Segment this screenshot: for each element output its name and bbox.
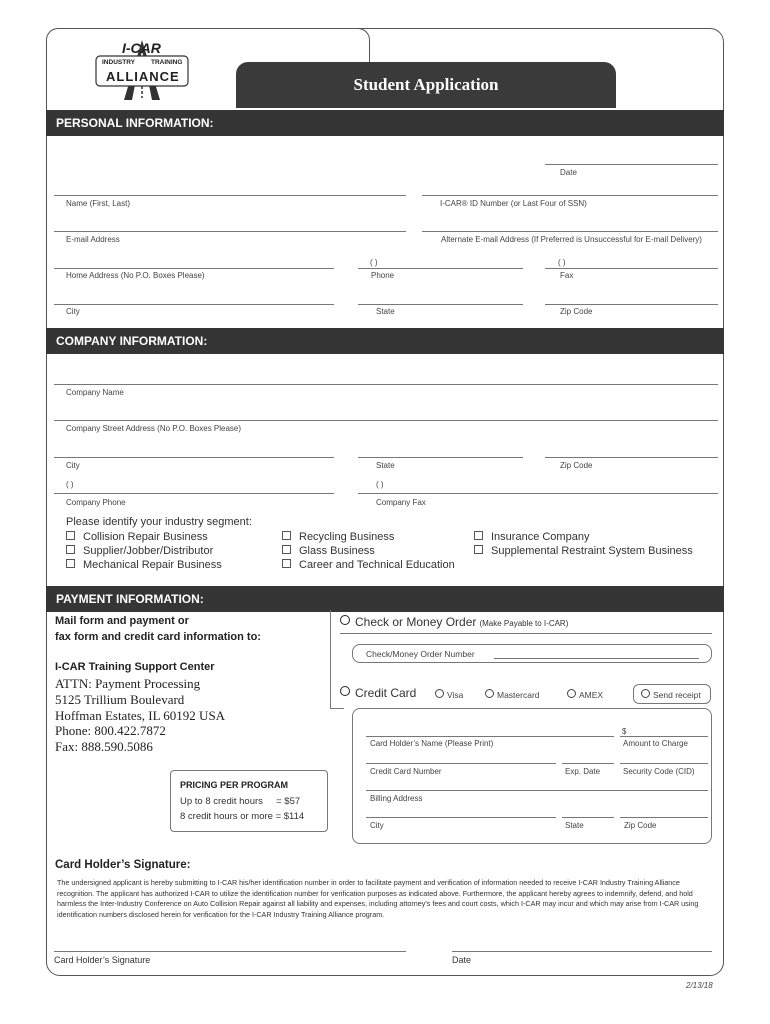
mastercard-option[interactable] xyxy=(485,689,540,700)
company-name-field[interactable] xyxy=(54,384,718,385)
date-field[interactable] xyxy=(545,164,718,165)
city-field[interactable] xyxy=(54,304,334,305)
alt-email-field[interactable] xyxy=(422,231,718,232)
visa-label: Visa xyxy=(447,690,464,700)
segment-label: Career and Technical Education xyxy=(299,559,455,571)
personal-section-header xyxy=(46,110,724,136)
credit-label: Credit Card xyxy=(355,686,417,700)
signature-label: Card Holder’s Signature xyxy=(54,955,151,965)
company-state-label: State xyxy=(376,461,395,470)
icar-id-field[interactable] xyxy=(422,195,718,196)
signature-field[interactable] xyxy=(54,951,406,952)
page-title: Student Application xyxy=(353,75,499,94)
date-label: Date xyxy=(560,168,577,177)
checkbox[interactable] xyxy=(66,559,75,568)
center-citystate: Hoffman Estates, IL 60192 USA xyxy=(55,708,226,723)
credit-option[interactable] xyxy=(340,686,416,700)
name-field[interactable] xyxy=(54,195,406,196)
check-number-label: Check/Money Order Number xyxy=(366,649,475,659)
company-phone-field[interactable] xyxy=(54,493,334,494)
amex-option[interactable] xyxy=(567,689,603,700)
pricing-title: PRICING PER PROGRAM xyxy=(180,780,289,790)
version-date: 2/13/18 xyxy=(686,981,713,990)
signature-header: Card Holder’s Signature: xyxy=(55,859,191,871)
mail-line-1: Mail form and payment or xyxy=(55,615,189,627)
icar-id-label: I-CAR® ID Number (or Last Four of SSN) xyxy=(440,199,587,208)
segment-mechanical[interactable] xyxy=(66,559,222,571)
segment-label: Supplemental Restraint System Business xyxy=(491,545,693,557)
billing-city-label: City xyxy=(370,821,384,830)
email-label: E-mail Address xyxy=(66,235,120,244)
company-state-field[interactable] xyxy=(358,457,523,458)
pricing-tier-2: 8 credit hours or more = $114 xyxy=(180,811,305,822)
segment-label: Glass Business xyxy=(299,545,375,557)
check-note: (Make Payable to I-CAR) xyxy=(479,619,569,628)
checkbox[interactable] xyxy=(66,531,75,540)
company-phone-label: Company Phone xyxy=(66,498,126,507)
billing-field[interactable] xyxy=(366,790,708,791)
check-divider xyxy=(340,633,712,634)
segment-prompt: Please identify your industry segment: xyxy=(66,516,252,528)
fax-area-code: ( ) xyxy=(558,258,566,267)
logo-alliance: ALLIANCE xyxy=(106,69,180,84)
payment-divider xyxy=(330,610,331,708)
phone-label: Phone xyxy=(371,271,395,280)
checkbox[interactable] xyxy=(66,545,75,554)
phone-field[interactable] xyxy=(358,268,523,269)
payment-section-header xyxy=(46,586,724,612)
company-fax-field[interactable] xyxy=(358,493,718,494)
payment-divider-foot xyxy=(330,708,344,709)
checkbox[interactable] xyxy=(474,545,483,554)
company-city-label: City xyxy=(66,461,80,470)
check-option[interactable] xyxy=(340,615,568,629)
check-radio[interactable] xyxy=(340,615,350,625)
center-street: 5125 Trillium Boulevard xyxy=(55,692,185,707)
segment-collision[interactable] xyxy=(66,531,208,543)
logo-industry: INDUSTRY xyxy=(102,59,135,66)
logo-brand: I-CAR xyxy=(122,40,161,56)
state-field[interactable] xyxy=(358,304,523,305)
amount-field[interactable] xyxy=(620,736,708,737)
email-field[interactable] xyxy=(54,231,406,232)
checkbox[interactable] xyxy=(282,531,291,540)
mastercard-radio[interactable] xyxy=(485,689,494,698)
card-number-field[interactable] xyxy=(366,763,556,764)
segment-label: Collision Repair Business xyxy=(83,531,208,543)
home-address-label: Home Address (No P.O. Boxes Please) xyxy=(66,271,205,280)
billing-state-field[interactable] xyxy=(562,817,614,818)
zip-label: Zip Code xyxy=(560,307,593,316)
check-label: Check or Money Order xyxy=(355,615,477,629)
visa-option[interactable] xyxy=(435,689,463,700)
credit-card-details-box xyxy=(352,708,712,844)
exp-field[interactable] xyxy=(562,763,614,764)
company-fax-label: Company Fax xyxy=(376,498,426,507)
segment-glass[interactable] xyxy=(282,545,375,557)
logo-training: TRAINING xyxy=(151,59,183,66)
segment-label: Supplier/Jobber/Distributor xyxy=(83,545,214,557)
company-zip-label: Zip Code xyxy=(560,461,593,470)
segment-supplier[interactable] xyxy=(66,545,213,557)
security-label: Security Code (CID) xyxy=(623,767,695,776)
checkbox[interactable] xyxy=(474,531,483,540)
fax-field[interactable] xyxy=(545,268,718,269)
company-city-field[interactable] xyxy=(54,457,334,458)
amount-label: Amount to Charge xyxy=(623,739,688,748)
state-label: State xyxy=(376,307,395,316)
alt-email-label: Alternate E-mail Address (If Preferred is Unsuccessful for E-mail Delivery) xyxy=(441,235,702,244)
amex-label: AMEX xyxy=(579,690,604,700)
segment-recycling[interactable] xyxy=(282,531,394,543)
company-phone-area-code: ( ) xyxy=(66,480,74,489)
holder-name-label: Card Holder’s Name (Please Print) xyxy=(370,739,494,748)
personal-header-label: PERSONAL INFORMATION: xyxy=(56,116,214,130)
legal-text: The undersigned applicant is hereby submitting to I-CAR his/her identification number in order to facilitate payment and verification of information needed to receive I-CAR Industry Training Alliance recognition. The applicant has authorized I-CAR to utilize the identification number for verification purposes as indicated above. Furthermore, the applicant hereby agrees to indemnify, defend, and hold harmless the Inter-Industry Conference on Auto Collision Repair against all liability and expenses, including attorney's fees and court costs, which I-CAR may incur and which may arise from I-CAR using identification numbers disclosed herein for verification for the I-CAR Industry Training Alliance program. xyxy=(57,878,699,919)
icar-logo xyxy=(94,36,190,102)
company-section-header xyxy=(46,328,724,354)
signature-date-field[interactable] xyxy=(452,951,712,952)
holder-name-field[interactable] xyxy=(366,736,614,737)
segment-label: Mechanical Repair Business xyxy=(83,559,222,571)
name-label: Name (First, Last) xyxy=(66,199,131,208)
company-street-label: Company Street Address (No P.O. Boxes Please) xyxy=(66,424,242,433)
zip-field[interactable] xyxy=(545,304,718,305)
dollar-sign: $ xyxy=(622,727,627,736)
center-phone: Phone: 800.422.7872 xyxy=(55,723,166,738)
checkbox[interactable] xyxy=(282,559,291,568)
company-zip-field[interactable] xyxy=(545,457,718,458)
segment-label: Insurance Company xyxy=(491,531,590,543)
pricing-tier-1: Up to 8 credit hours = $57 xyxy=(180,796,301,807)
billing-zip-label: Zip Code xyxy=(624,821,657,830)
billing-zip-field[interactable] xyxy=(620,817,708,818)
mastercard-label: Mastercard xyxy=(497,690,540,700)
fax-label: Fax xyxy=(560,271,574,280)
send-receipt-radio[interactable] xyxy=(641,689,650,698)
exp-label: Exp. Date xyxy=(565,767,601,776)
send-receipt-label: Send receipt xyxy=(653,690,701,700)
center-name: I-CAR Training Support Center xyxy=(55,661,215,673)
home-address-field[interactable] xyxy=(54,268,334,269)
credit-radio[interactable] xyxy=(340,686,350,696)
title-banner xyxy=(236,62,616,108)
segment-career[interactable] xyxy=(282,559,455,571)
signature-date-label: Date xyxy=(452,955,472,965)
center-attn: ATTN: Payment Processing xyxy=(55,676,201,691)
city-label: City xyxy=(66,307,80,316)
center-fax: Fax: 888.590.5086 xyxy=(55,739,153,754)
security-field[interactable] xyxy=(620,763,708,764)
check-number-line xyxy=(494,658,699,659)
segment-srs[interactable] xyxy=(474,545,693,557)
send-receipt-content[interactable] xyxy=(641,689,701,700)
billing-state-label: State xyxy=(565,821,584,830)
payment-header-label: PAYMENT INFORMATION: xyxy=(56,592,204,606)
segment-label: Recycling Business xyxy=(299,531,395,543)
segment-insurance[interactable] xyxy=(474,531,589,543)
mail-line-2: fax form and credit card information to: xyxy=(55,631,261,643)
card-number-label: Credit Card Number xyxy=(370,767,442,776)
amex-radio[interactable] xyxy=(567,689,576,698)
billing-label: Billing Address xyxy=(370,794,423,803)
company-header-label: COMPANY INFORMATION: xyxy=(56,334,208,348)
company-name-label: Company Name xyxy=(66,388,124,397)
company-fax-area-code: ( ) xyxy=(376,480,384,489)
visa-radio[interactable] xyxy=(435,689,444,698)
checkbox[interactable] xyxy=(282,545,291,554)
company-street-field[interactable] xyxy=(54,420,718,421)
phone-area-code: ( ) xyxy=(370,258,378,267)
billing-city-field[interactable] xyxy=(366,817,556,818)
